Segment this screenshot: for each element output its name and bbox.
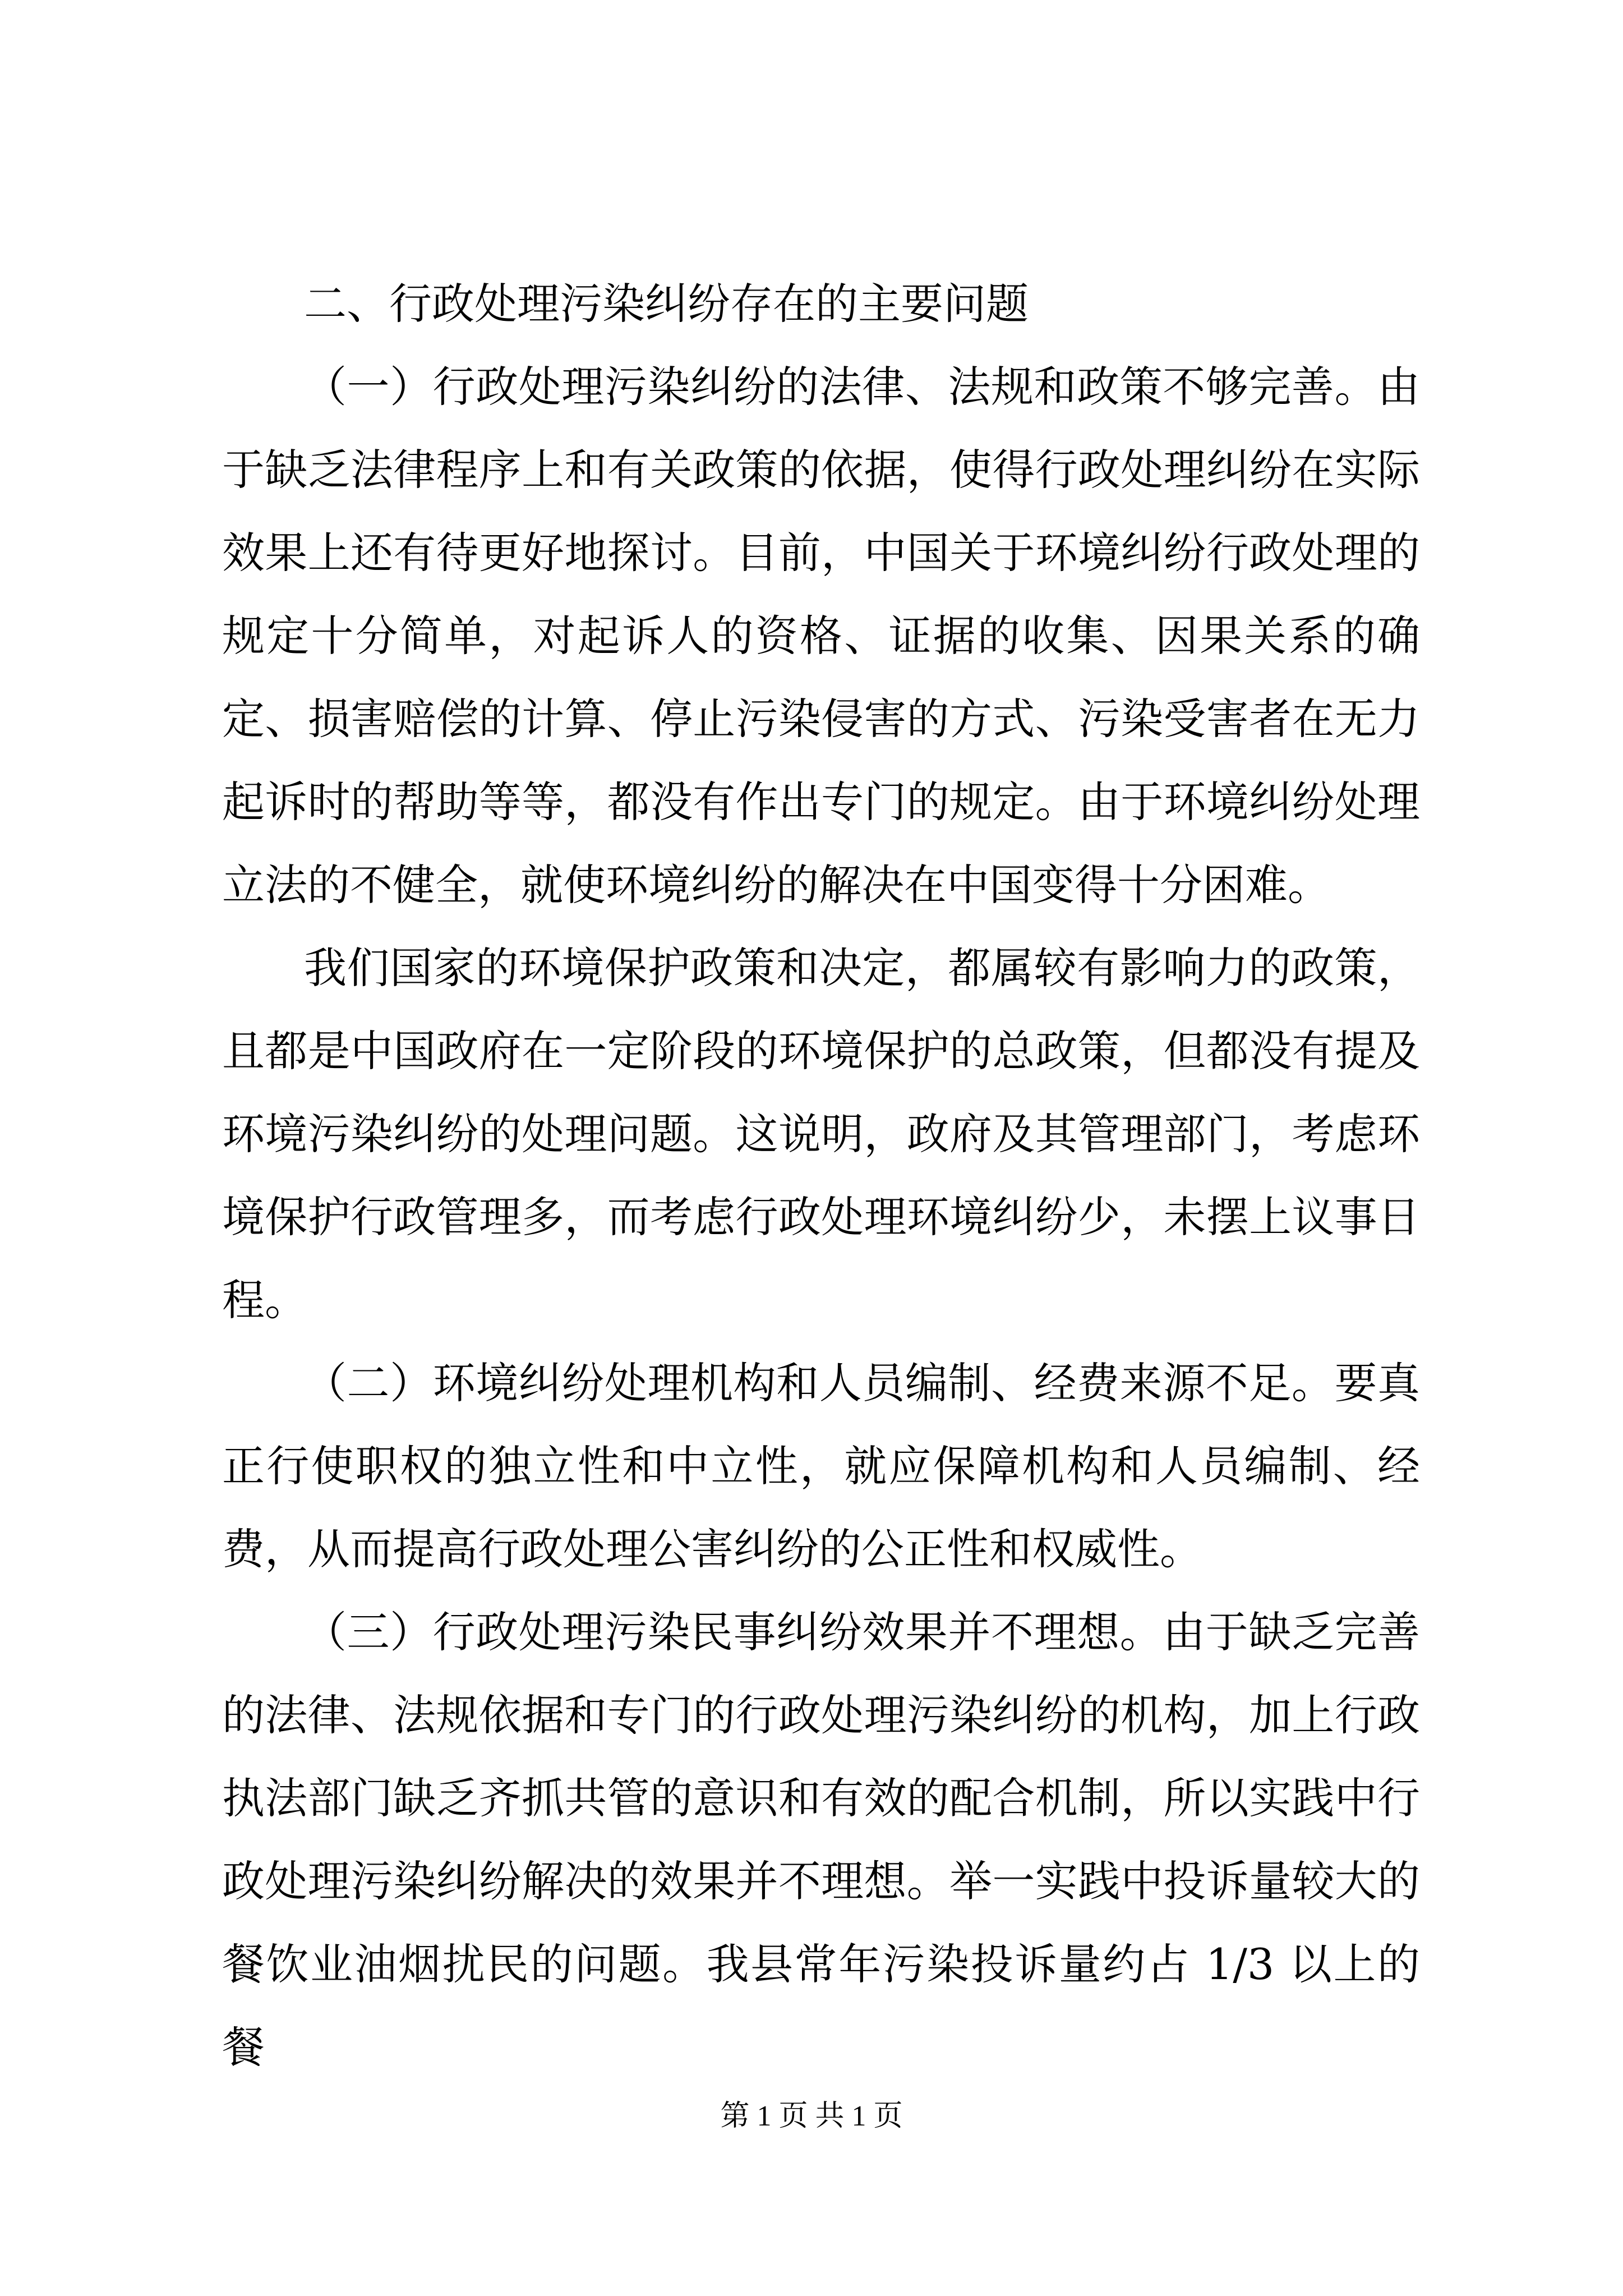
paragraph-3: （二）环境纠纷处理机构和人员编制、经费来源不足。要真正行使职权的独立性和中立性，就应保障机构和人员编制、经费，从而提高行政处理公害纠纷的公正性和权威性。 <box>222 1358 1420 1574</box>
paragraph-1: （一）行政处理污染纠纷的法律、法规和政策不够完善。由于缺乏法律程序上和有关政策的依据，使得行政处理纠纷在实际效果上还有待更好地探讨。目前，中国关于环境纠纷行政处理的规定十分简单，对起诉人的资格、证据的收集、因果关系的确定、损害赔偿的计算、停止污染侵害的方式、污染受害者在无力起诉时的帮助等等，都没有作出专门的规定。由于环境纠纷处理立法的不健全，就使环境纠纷的解决在中国变得十分困难。 <box>222 362 1420 910</box>
paragraph-2: 我们国家的环境保护政策和决定，都属较有影响力的政策，且都是中国政府在一定阶段的环境保护的总政策，但都没有提及环境污染纠纷的处理问题。这说明，政府及其管理部门，考虑环境保护行政管理多，而考虑行政处理环境纠纷少，未摆上议事日程。 <box>222 943 1420 1325</box>
page-footer: 第 1 页 共 1 页 <box>720 2100 903 2132</box>
paragraph-4: （三）行政处理污染民事纠纷效果并不理想。由于缺乏完善的法律、法规依据和专门的行政处理污染纠纷的机构，加上行政执法部门缺乏齐抓共管的意识和有效的配合机制，所以实践中行政处理污染纠纷解决的效果并不理想。举一实践中投诉量较大的餐饮业油烟扰民的问题。我县常年污染投诉量约占 1/3 以上的餐 <box>222 1607 1420 2072</box>
document-body <box>222 263 1420 2089</box>
section-heading: 二、行政处理污染纠纷存在的主要问题 <box>304 279 1029 329</box>
